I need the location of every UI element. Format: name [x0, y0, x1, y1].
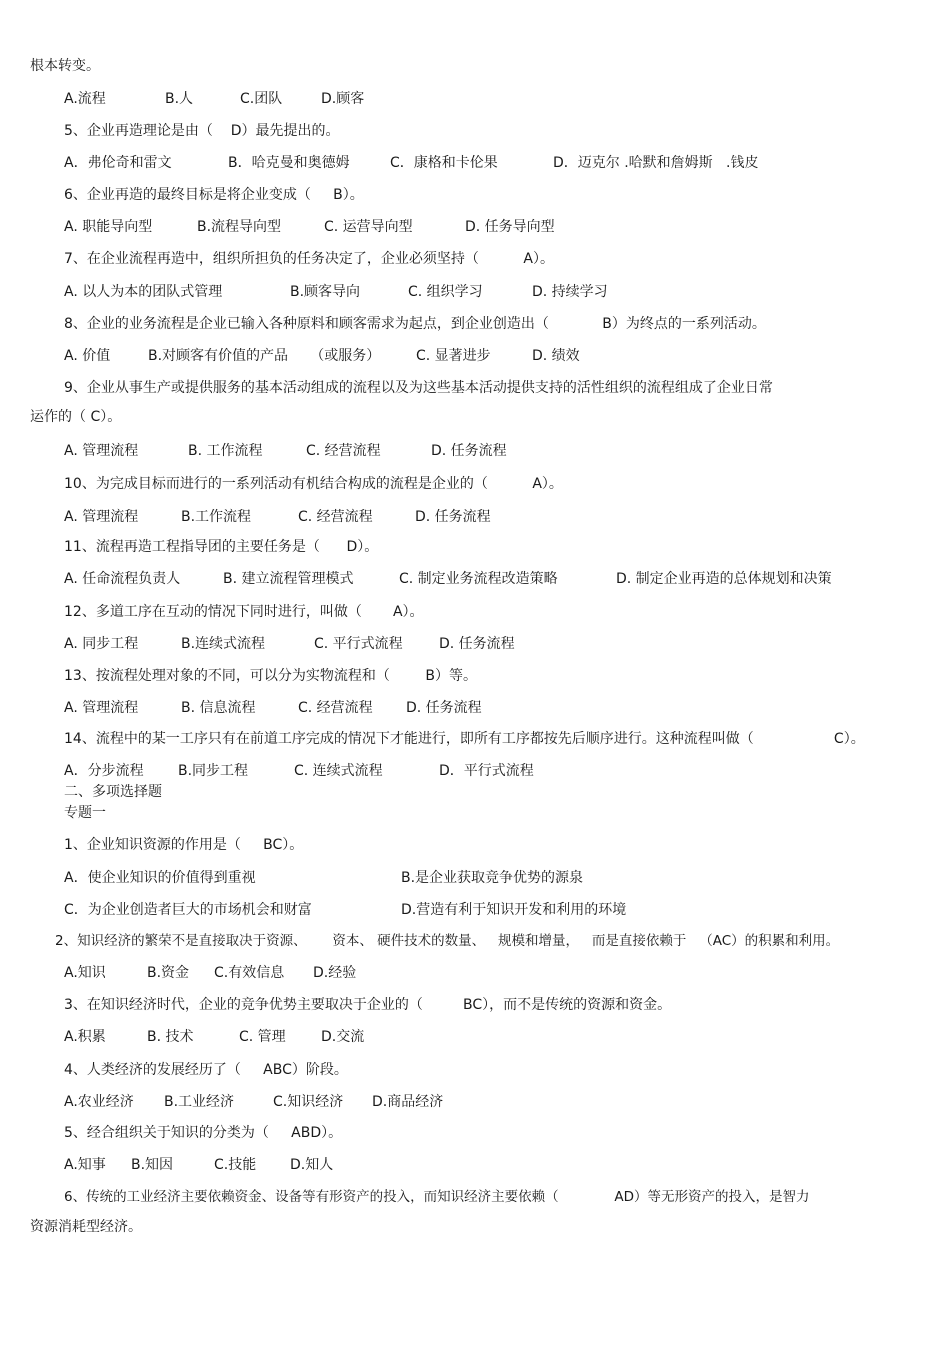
option-d: D. 任务导向型: [465, 219, 555, 235]
option-d: D. 制定企业再造的总体规划和决策: [616, 571, 832, 587]
option-b: B.工业经济: [164, 1094, 235, 1110]
option-d: D. 任务流程: [406, 700, 482, 716]
option-d: D.知人: [290, 1157, 334, 1173]
multi-question-3: 3、在知识经济时代，企业的竞争优势主要取决于企业的（ BC），而不是传统的资源和资金。: [64, 997, 672, 1013]
topic-heading: 专题一: [64, 805, 106, 821]
multi-question-2: 2、知识经济的繁荣不是直接取决于资源、 资本、 硬件技术的数量、 规模和增量， 而是直接依赖于 （AC）的积累和利用。: [55, 933, 840, 949]
option-d: D. 绩效: [532, 348, 580, 364]
option-c: C. 连续式流程: [294, 763, 383, 779]
option-c: C.知识经济: [273, 1094, 344, 1110]
multi-question-4: 4、人类经济的发展经历了（ ABC）阶段。: [64, 1062, 348, 1078]
question-9-cont: 运作的（ C）。: [30, 409, 122, 425]
option-a: A. 以人为本的团队式管理: [64, 284, 223, 300]
option-b: B.工作流程: [181, 509, 252, 525]
text-line: 根本转变。: [30, 58, 100, 74]
option-a: A.积累: [64, 1029, 106, 1045]
option-d: D.商品经济: [372, 1094, 444, 1110]
option-d: D. 任务流程: [415, 509, 491, 525]
section-heading: 二、多项选择题: [64, 784, 162, 800]
option-a: A.农业经济: [64, 1094, 134, 1110]
option-c: C. 管理: [239, 1029, 286, 1045]
multi-question-6: 6、传统的工业经济主要依赖资金、设备等有形资产的投入，而知识经济主要依赖（ AD）等无形资产的投入，是智力: [64, 1189, 810, 1205]
option-a: A. 任命流程负责人: [64, 571, 181, 587]
multi-question-1: 1、企业知识资源的作用是（ BC）。: [64, 837, 304, 853]
option-a: A. 同步工程: [64, 636, 139, 652]
option-d: D．迈克尔 .哈默和詹姆斯 .钱皮: [553, 155, 759, 171]
option-d: D．平行式流程: [439, 763, 534, 779]
option-c: C. 经营流程: [306, 443, 381, 459]
option-c: C. 平行式流程: [314, 636, 403, 652]
option-d: D.经验: [313, 965, 357, 981]
option-c: C.技能: [214, 1157, 257, 1173]
option-c: C. 运营导向型: [324, 219, 413, 235]
option-c: C. 经营流程: [298, 700, 373, 716]
option-c: C．康格和卡伦果: [390, 155, 498, 171]
question-12: 12、多道工序在互动的情况下同时进行，叫做（ A）。: [64, 604, 424, 620]
option-b: B.连续式流程: [181, 636, 266, 652]
option-a: A. 管理流程: [64, 443, 139, 459]
option-a: A. 价值: [64, 348, 111, 364]
option-b: B. 建立流程管理模式: [223, 571, 354, 587]
option-c: C. 组织学习: [408, 284, 483, 300]
option-c: C. 制定业务流程改造策略: [399, 571, 558, 587]
question-6: 6、企业再造的最终目标是将企业变成（ B）。: [64, 187, 364, 203]
question-7: 7、在企业流程再造中，组织所担负的任务决定了，企业必须坚持（ A）。: [64, 251, 554, 267]
multi-question-5: 5、经合组织关于知识的分类为（ ABD）。: [64, 1125, 343, 1141]
option-b: B.流程导向型: [197, 219, 282, 235]
question-10: 10、为完成目标而进行的一系列活动有机结合构成的流程是企业的（ A）。: [64, 476, 563, 492]
option-a: A. 职能导向型: [64, 219, 153, 235]
option-c: C.团队: [240, 91, 283, 107]
option-d: D. 持续学习: [532, 284, 608, 300]
option-b: B.对顾客有价值的产品 （或服务）: [148, 348, 381, 364]
option-a: A.知事: [64, 1157, 106, 1173]
option-b: B.知因: [131, 1157, 174, 1173]
question-14: 14、流程中的某一工序只有在前道工序完成的情况下才能进行，即所有工序都按先后顺序进行。这种流程叫做（ C）。: [64, 731, 865, 747]
option-a: A．分步流程: [64, 763, 144, 779]
option-b: B.人: [165, 91, 194, 107]
option-b: B.顾客导向: [290, 284, 361, 300]
option-c: C．为企业创造者巨大的市场机会和财富: [64, 902, 312, 918]
option-d: D. 任务流程: [439, 636, 515, 652]
option-d: D.顾客: [321, 91, 365, 107]
option-d: D. 任务流程: [431, 443, 507, 459]
option-b: B．哈克曼和奥德姆: [228, 155, 350, 171]
option-b: B.是企业获取竞争优势的源泉: [401, 870, 584, 886]
option-c: C. 显著进步: [416, 348, 491, 364]
multi-question-6-cont: 资源消耗型经济。: [30, 1219, 142, 1235]
question-8: 8、企业的业务流程是企业已输入各种原料和顾客需求为起点，到企业创造出（ B）为终点的一系列活动。: [64, 316, 766, 332]
question-5: 5、企业再造理论是由（ D）最先提出的。: [64, 123, 340, 139]
question-13: 13、按流程处理对象的不同，可以分为实物流程和（ B）等。: [64, 668, 478, 684]
option-a: A．使企业知识的价值得到重视: [64, 870, 256, 886]
option-b: B. 工作流程: [188, 443, 263, 459]
question-9: 9、企业从事生产或提供服务的基本活动组成的流程以及为这些基本活动提供支持的活性组织的流程组成了企业日常: [64, 380, 773, 396]
question-11: 11、流程再造工程指导团的主要任务是（ D）。: [64, 539, 379, 555]
option-b: B.同步工程: [178, 763, 249, 779]
option-c: C. 经营流程: [298, 509, 373, 525]
option-a: A. 管理流程: [64, 700, 139, 716]
option-d: D.营造有利于知识开发和利用的环境: [401, 902, 627, 918]
option-b: B. 信息流程: [181, 700, 256, 716]
option-c: C.有效信息: [214, 965, 285, 981]
option-a: A. 管理流程: [64, 509, 139, 525]
option-a: A．弗伦奇和雷文: [64, 155, 172, 171]
option-d: D.交流: [321, 1029, 365, 1045]
option-b: B. 技术: [147, 1029, 194, 1045]
option-a: A.流程: [64, 91, 106, 107]
option-b: B.资金: [147, 965, 190, 981]
option-a: A.知识: [64, 965, 106, 981]
